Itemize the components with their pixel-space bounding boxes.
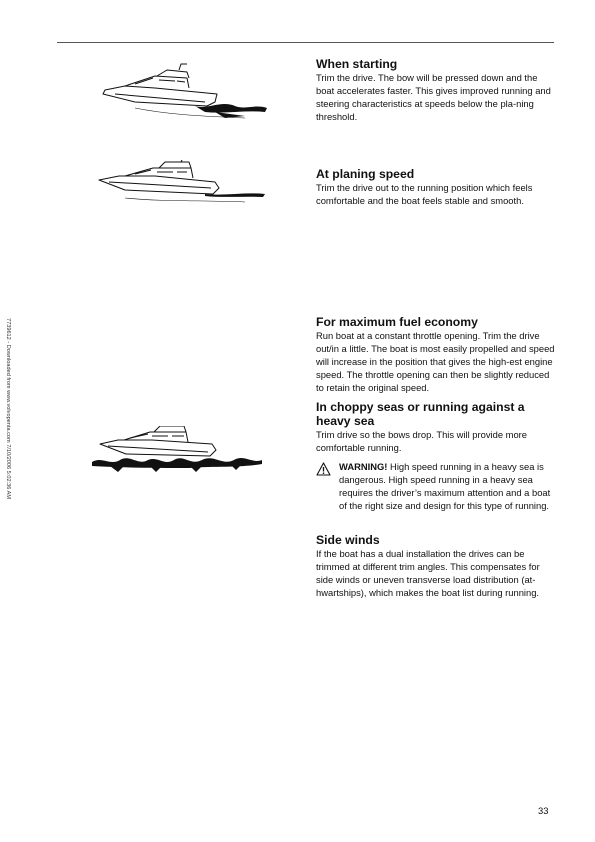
section-body: Trim the drive. The bow will be pressed down and the boat accelerates faster. This gives improved running and steering characteristics at speeds below the pla-ning threshold. [316,72,551,122]
section-at-planing-speed [316,167,556,208]
section-max-fuel-economy [316,315,556,395]
boat-choppy-sea-illustration [90,426,265,476]
section-side-winds [316,533,556,600]
section-title: Side winds [316,533,380,547]
section-body: If the boat has a dual installation the drives can be trimmed at different trim angles. This compensates for side winds or uneven transverse load distribution (at-hwartships), which makes the boat list during running. [316,548,540,598]
warning-text: WARNING! High speed running in a heavy sea is dangerous. High speed running in a heavy sea requires the driver’s maximum attention and a boat of the right size and design for this type of running. [339,461,551,511]
page-number: 33 [538,805,549,816]
section-title: For maximum fuel economy [316,315,478,329]
download-side-note: 7739612 - Downloaded from www.volvopenta.com 7/10/2006 5:02:36 AM [5,318,11,499]
section-body: Trim drive so the bows drop. This will provide more comfortable running. [316,429,528,453]
section-body: Trim the drive out to the running position which feels comfortable and the boat feels stable and smooth. [316,182,533,206]
header-rule [57,42,554,43]
section-title: In choppy seas or running against a heavy sea [316,400,525,428]
section-body: Run boat at a constant throttle opening. Trim the drive out/in a little. The boat is most easily propelled and speed will increase in the position that gives the high-est engine speed. The throttle opening can then be slightly reduced to retain the original speed. [316,330,555,393]
section-choppy-seas [316,400,556,455]
boat-starting-illustration [95,62,275,124]
section-title: When starting [316,57,398,71]
boat-planing-illustration [95,160,275,210]
section-when-starting [316,57,556,124]
warning-triangle-icon [316,462,331,476]
warning-label: WARNING! [339,461,388,472]
section-title: At planing speed [316,167,415,181]
